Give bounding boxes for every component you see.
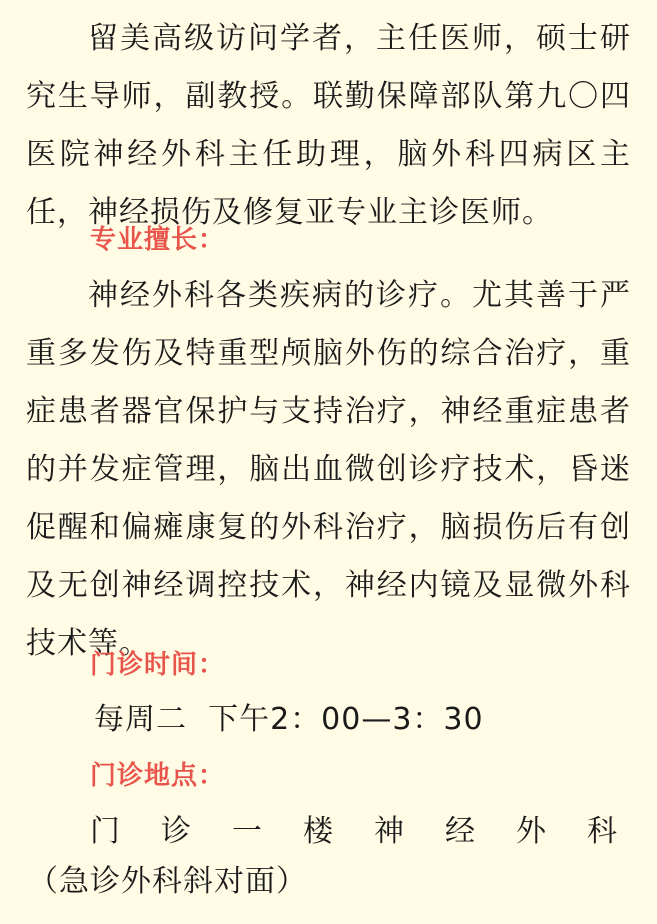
clinic-place-char: 楼 (303, 814, 334, 849)
clinic-place-char: 科 (587, 814, 618, 849)
clinic-place-value (90, 812, 618, 852)
clinic-place-label: 门诊地点： (90, 761, 226, 791)
clinic-place-char: 神 (374, 814, 405, 849)
clinic-place-char: 一 (232, 814, 263, 849)
clinic-time-value: 每周二 下午2：00—3：30 (94, 702, 484, 737)
bio-paragraph: 留美高级访问学者，主任医师，硕士研究生导师，副教授。联勤保障部队第九〇四医院神经外科主任助理，脑外科四病区主任，神经损伤及修复亚专业主诊医师。 (26, 21, 631, 230)
clinic-place-char: 外 (516, 814, 547, 849)
clinic-place-char: 诊 (161, 814, 192, 849)
clinic-place-char: 经 (445, 814, 476, 849)
specialty-paragraph: 神经外科各类疾病的诊疗。尤其善于严重多发伤及特重型颅脑外伤的综合治疗，重症患者器官保护与支持治疗，神经重症患者的并发症管理，脑出血微创诊疗技术，昏迷促醒和偏瘫康复的外科治疗，脑损伤后有创及无创神经调控技术，神经内镜及显微外科技术等。 (26, 278, 631, 661)
clinic-place-note: （急诊外科斜对面） (28, 864, 307, 899)
specialty-label: 专业擅长： (90, 225, 226, 255)
clinic-time-label: 门诊时间： (90, 650, 226, 680)
clinic-place-char: 门 (90, 814, 121, 849)
